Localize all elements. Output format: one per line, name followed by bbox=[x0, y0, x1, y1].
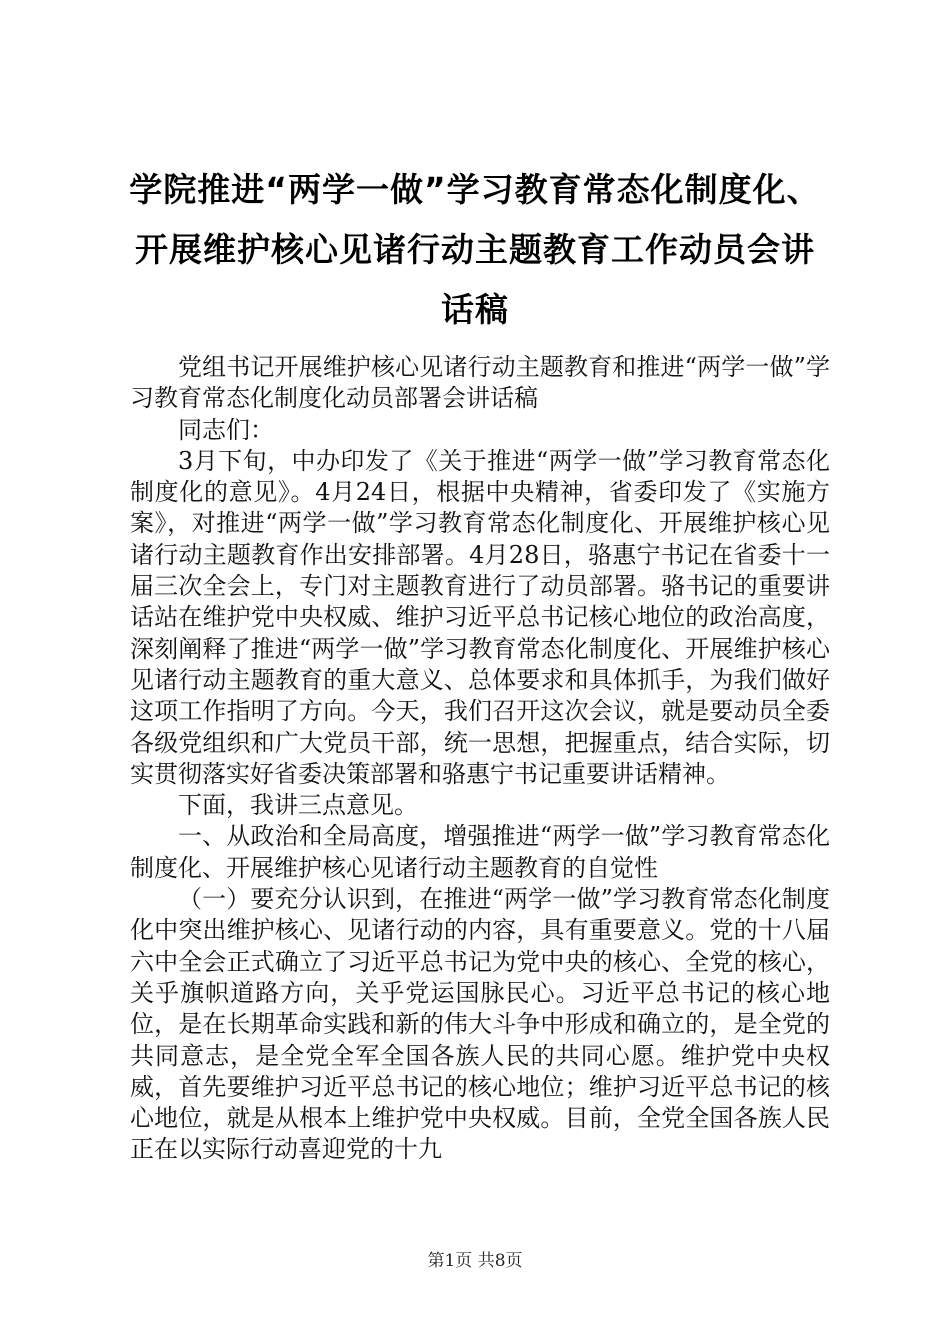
body-paragraph: 下面，我讲三点意见。 bbox=[178, 791, 418, 820]
document-body bbox=[130, 352, 830, 1166]
body-paragraph: （一）要充分认识到，在推进“两学一做”学习教育常态化制度化中突出维护核心、见诸行动的内容，具有重要意义。党的十八届六中全会正式确立了习近平总书记为党中央的核心、全党的核心，关乎旗帜道路方向，关乎党运国脉民心。习近平总书记的核心地位，是在长期革命实践和新的伟大斗争中形成和确立的，是全党的共同意志，是全党全军全国各族人民的共同心愿。维护党中央权威，首先要维护习近平总书记的核心地位；维护习近平总书记的核心地位，就是从根本上维护党中央权威。目前，全党全国各族人民正在以实际行动喜迎党的十九 bbox=[130, 885, 830, 1164]
document-title: 学院推进“两学一做”学习教育常态化制度化、开展维护核心见诸行动主题教育工作动员会讲话稿 bbox=[129, 170, 821, 329]
subtitle-paragraph: 党组书记开展维护核心见诸行动主题教育和推进“两学一做”学习教育常态化制度化动员部署会讲话稿 bbox=[130, 353, 830, 413]
page-number-footer: 第1页 共8页 bbox=[427, 1251, 523, 1271]
salutation: 同志们： bbox=[178, 415, 274, 444]
section-heading: 一、从政治和全局高度，增强推进“两学一做”学习教育常态化制度化、开展维护核心见诸行动主题教育的自觉性 bbox=[130, 822, 830, 882]
body-paragraph: 3月下旬，中办印发了《关于推进“两学一做”学习教育常态化制度化的意见》。4月24日，根据中央精神，省委印发了《实施方案》，对推进“两学一做”学习教育常态化制度化、开展维护核心见诸行动主题教育作出安排部署。4月28日，骆惠宁书记在省委十一届三次全会上，专门对主题教育进行了动员部署。骆书记的重要讲话站在维护党中央权威、维护习近平总书记核心地位的政治高度，深刻阐释了推进“两学一做”学习教育常态化制度化、开展维护核心见诸行动主题教育的重大意义、总体要求和具体抓手，为我们做好这项工作指明了方向。今天，我们召开这次会议，就是要动员全委各级党组织和广大党员干部，统一思想，把握重点，结合实际，切实贯彻落实好省委决策部署和骆惠宁书记重要讲话精神。 bbox=[130, 446, 830, 788]
